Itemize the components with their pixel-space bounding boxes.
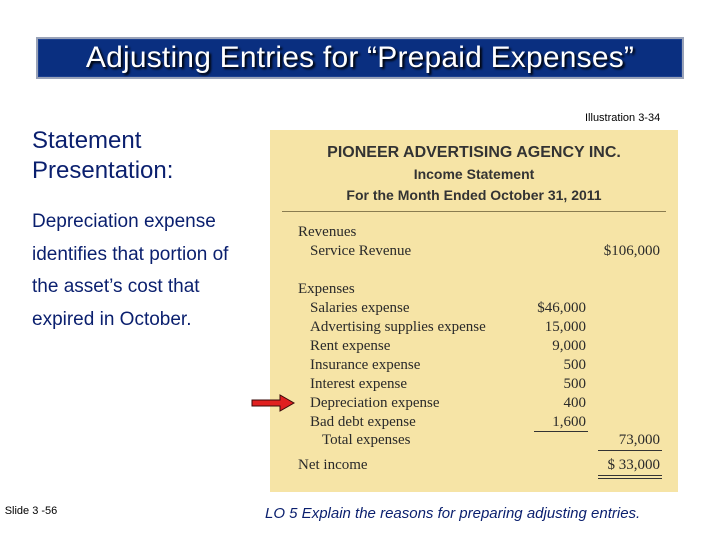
statement-name: Income Statement (413, 166, 535, 182)
income-statement (270, 130, 678, 492)
title-bar (36, 37, 684, 79)
red-arrow-icon (250, 393, 296, 413)
net-income-label: Net income (298, 457, 368, 473)
header-rule (282, 211, 666, 212)
illustration-label: Illustration 3-34 (585, 112, 661, 124)
total-rule (598, 450, 662, 451)
expense-amount-depreciation: 400 (563, 395, 586, 411)
depreciation-description: Depreciation expense identifies that portion of the asset’s cost that expired in October. (32, 211, 229, 330)
revenues-label: Revenues (298, 224, 357, 240)
expense-amount: 500 (563, 357, 586, 373)
expense-label: Bad debt expense (310, 414, 416, 430)
expense-label: Salaries expense (310, 300, 410, 316)
expense-amount: 15,000 (544, 319, 586, 335)
expense-label: Rent expense (310, 338, 391, 354)
net-income-double-rule-2 (598, 478, 662, 479)
expense-amount: 500 (563, 376, 586, 392)
expense-amount: $46,000 (537, 300, 586, 316)
statement-presentation-heading: Statement Presentation: (32, 127, 174, 184)
expense-label: Interest expense (310, 376, 408, 392)
expense-amount: 9,000 (552, 338, 586, 354)
expense-label: Insurance expense (310, 357, 421, 373)
total-expenses-label: Total expenses (322, 432, 411, 448)
expenses-label: Expenses (298, 281, 355, 297)
learning-objective: LO 5 Explain the reasons for preparing adjusting entries. (265, 505, 641, 522)
service-revenue-amount: $106,000 (603, 243, 660, 259)
total-expenses-amount: 73,000 (618, 432, 660, 448)
slide-title: Adjusting Entries for “Prepaid Expenses” (85, 41, 635, 74)
service-revenue-label: Service Revenue (310, 243, 412, 259)
expense-amount: 1,600 (552, 414, 586, 430)
expense-label-depreciation: Depreciation expense (310, 395, 440, 411)
expense-label: Advertising supplies expense (310, 319, 486, 335)
net-income-double-rule-1 (598, 475, 662, 476)
statement-period: For the Month Ended October 31, 2011 (346, 187, 602, 203)
net-income-amount: $ 33,000 (607, 457, 660, 473)
slide-number: Slide 3 -56 (4, 505, 58, 517)
company-name: PIONEER ADVERTISING AGENCY INC. (327, 144, 621, 161)
subtotal-rule (534, 431, 588, 432)
